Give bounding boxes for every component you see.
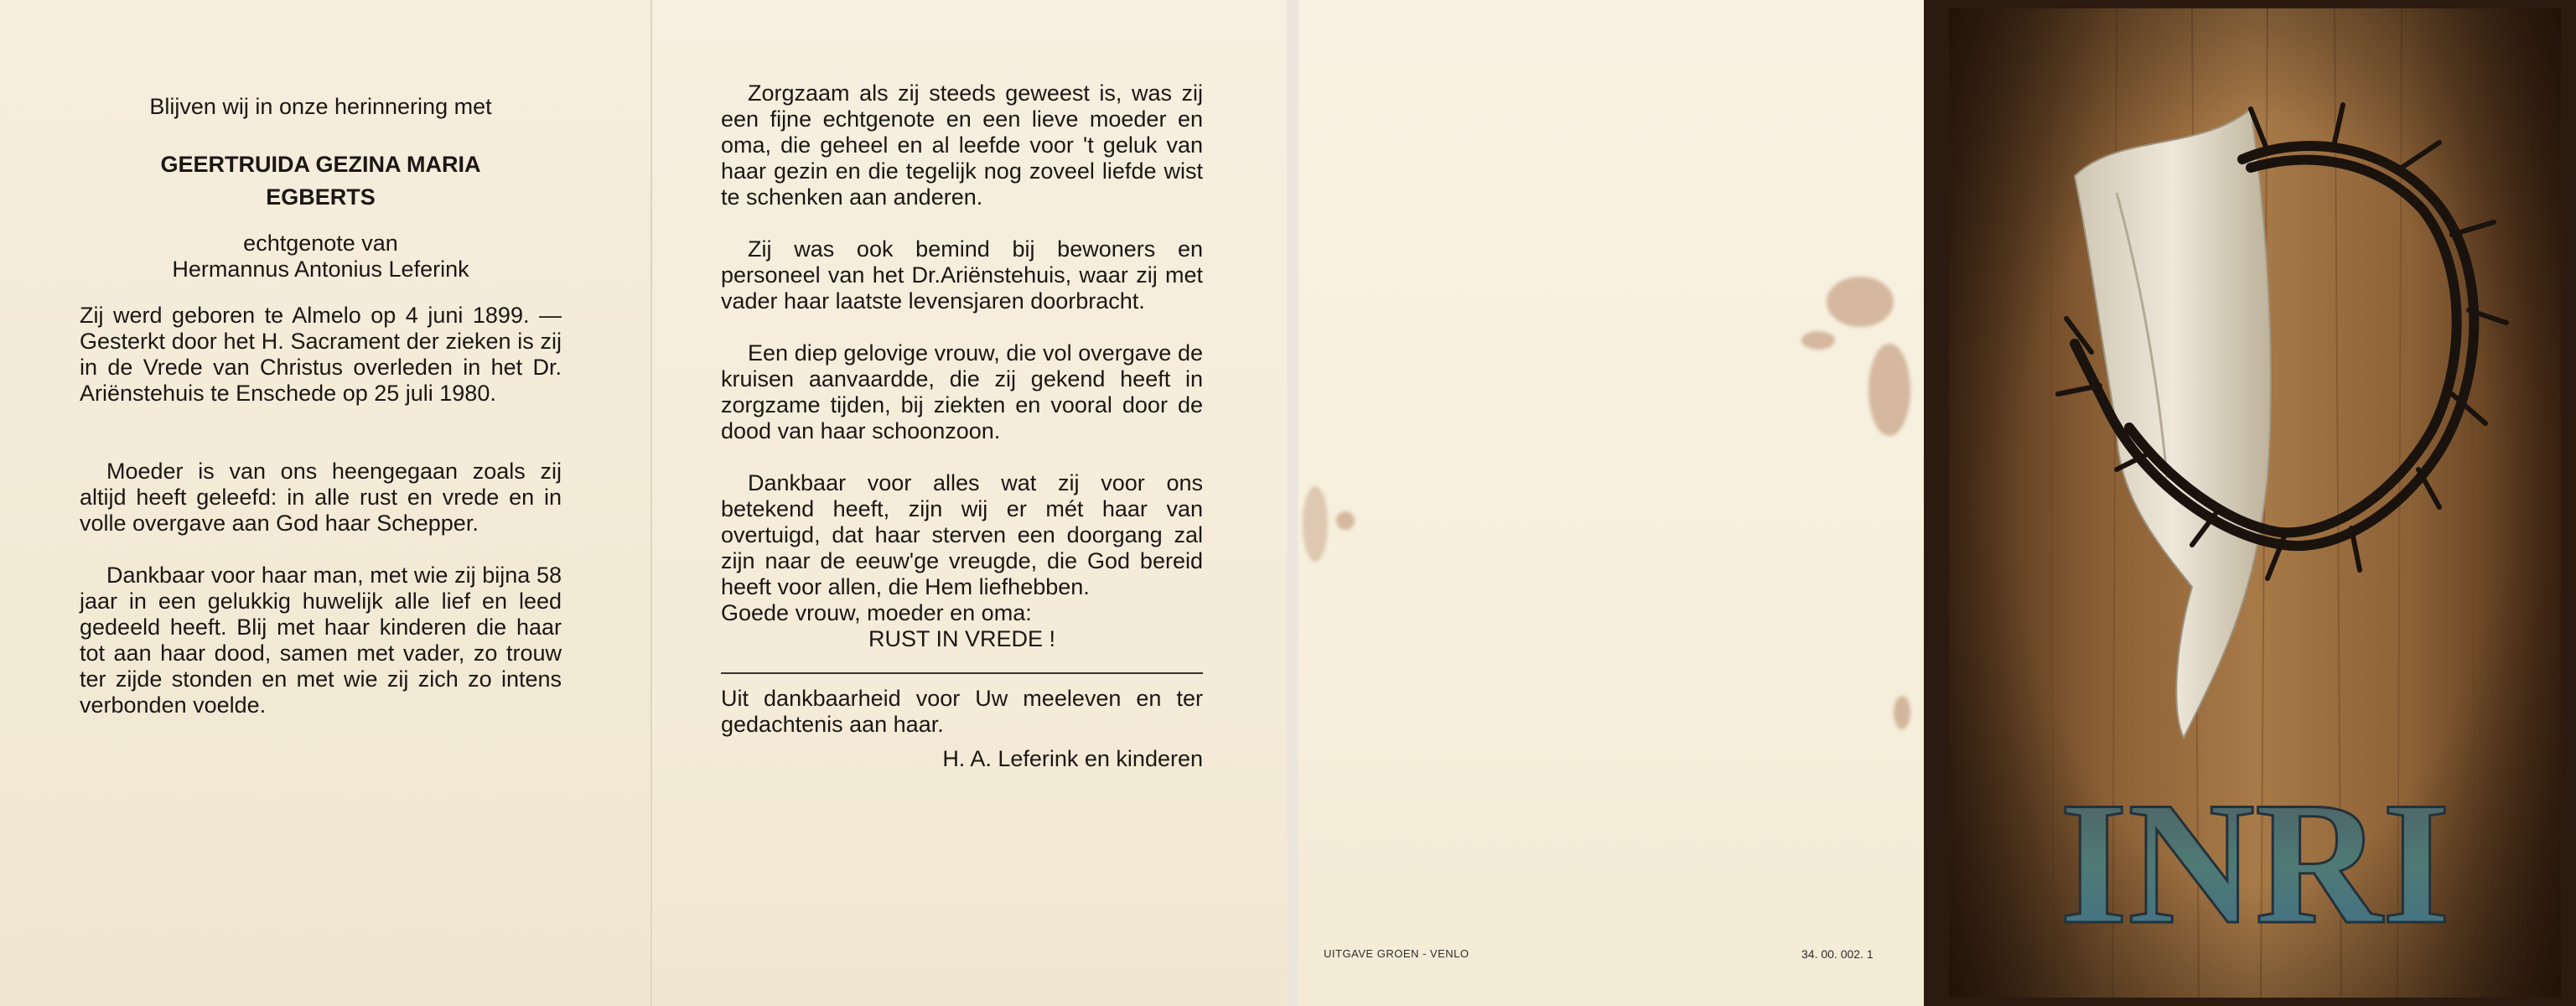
intro-line: Blijven wij in onze herinnering met xyxy=(149,94,492,119)
deceased-name-line2: EGBERTS xyxy=(266,184,376,210)
cover-artwork xyxy=(1949,8,2561,998)
signature: H. A. Leferink en kinderen xyxy=(942,746,1203,771)
faith-paragraph: Een diep gelovige vrouw, die vol overgave de kruisen aanvaardde, die zij gekend heeft in zorgzame tijden, bij ziekten en vooral door de dood van haar schoonzoon. xyxy=(721,340,1203,443)
caring-paragraph: Zorgzaam als zij steeds geweest is, was zij een fijne echtgenote en een lieve moeder en oma, die geheel en al leefde voor 't geluk van haar gezin en die tegelijk nog zoveel liefde wist te schenken aan anderen. xyxy=(721,80,1203,210)
rest-in-peace: RUST IN VREDE ! xyxy=(868,626,1056,651)
publisher-imprint: UITGAVE GROEN - VENLO xyxy=(1324,947,1469,960)
mother-paragraph: Moeder is van ons heengegaan zoals zij altijd heeft geleefd: in alle rust en vrede en in volle overgave aan God haar Schepper. xyxy=(80,459,562,536)
spouse-name: Hermannus Antonius Leferink xyxy=(172,257,469,282)
farewell-line: Goede vrouw, moeder en oma: xyxy=(721,600,1032,625)
item-number: 34. 00. 002. 1 xyxy=(1801,947,1874,961)
stain-mark xyxy=(1336,511,1355,530)
grateful-paragraph: Dankbaar voor haar man, met wie zij bijna 58 jaar in een gelukkig huwelijk alle lief en leed gedeeld heeft. Blij met haar kinderen die haar tot aan haar dood, samen met vader, zo trouw ter zijde stonden en met wie zij zich zo intens verbonden voelde. xyxy=(80,563,562,718)
loved-paragraph: Zij was ook bemind bij bewoners en personeel van het Dr.Ariënstehuis, waar zij met vader haar laatste levensjaren doorbracht. xyxy=(721,236,1203,314)
left-text-column xyxy=(80,94,562,718)
stain-mark xyxy=(1894,696,1910,729)
right-text-column xyxy=(721,80,1203,772)
closing-paragraph: Uit dankbaarheid voor Uw meeleven en ter gedachtenis aan haar. xyxy=(721,686,1203,737)
card-inside-left xyxy=(0,0,652,1006)
card-front-cover xyxy=(1924,0,2576,1006)
stain-mark xyxy=(1303,486,1328,562)
inri-inscription: INRI xyxy=(2059,766,2451,961)
deceased-name-line1: GEERTRUIDA GEZINA MARIA xyxy=(160,152,481,177)
birth-death-paragraph: Zij werd geboren te Almelo op 4 juni 1899. — Gesterkt door het H. Sacrament der zieken is zij in de Vrede van Christus overleden in het Dr. Ariënstehuis te Enschede op 25 juli 1980. xyxy=(80,303,562,406)
card-back-cover xyxy=(1298,0,1924,1006)
stain-mark xyxy=(1869,344,1910,436)
stain-mark xyxy=(1827,277,1894,327)
stain-mark xyxy=(1801,331,1835,350)
card-inside-right xyxy=(652,0,1287,1006)
divider-rule xyxy=(721,672,1203,674)
thanks-paragraph: Dankbaar voor alles wat zij voor ons betekend heeft, zijn wij er mét haar van overtuigd, dat haar sterven een doorgang zal zijn naar de eeuw'ge vreugde, die God bereid heeft voor allen, die Hem liefhebben. xyxy=(721,470,1203,599)
spouse-label: echtgenote van xyxy=(243,231,398,256)
scan-gap xyxy=(1287,0,1298,1006)
